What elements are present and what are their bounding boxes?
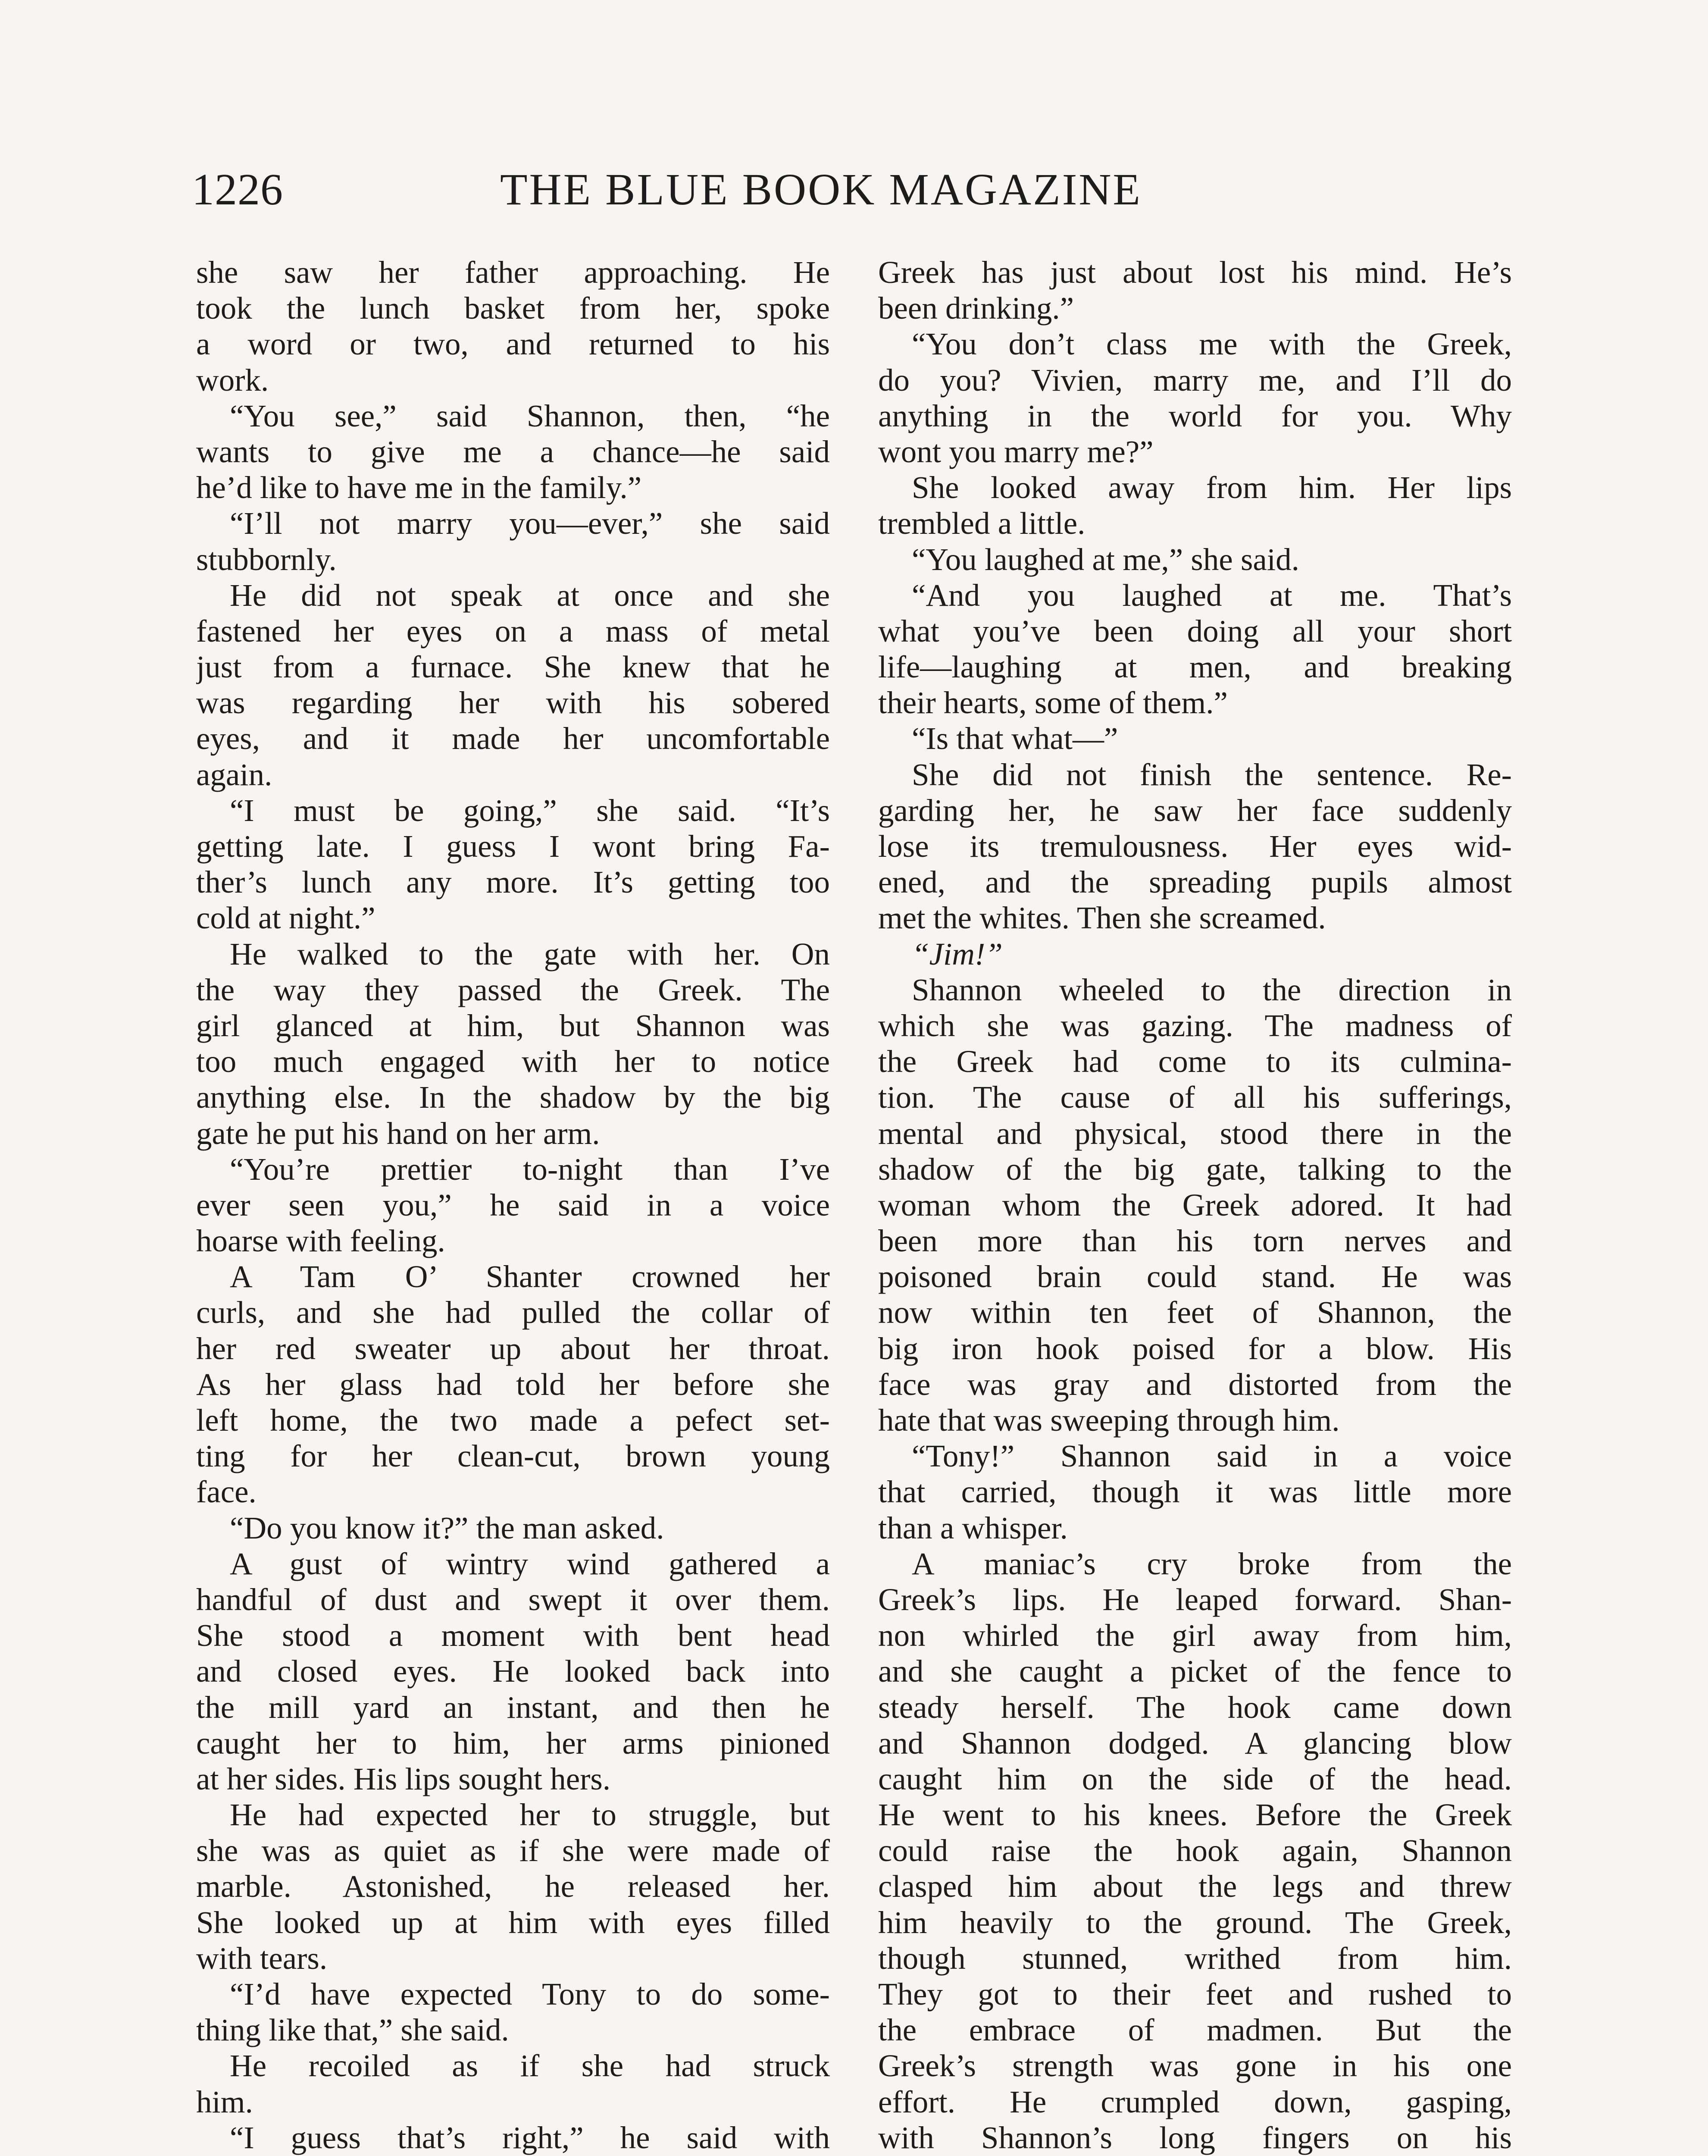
- text-line: She looked up at him with eyes filled: [196, 1905, 830, 1940]
- text-line: the Greek had come to its culmina-: [878, 1044, 1512, 1079]
- text-line: He walked to the gate with her. On: [230, 936, 830, 971]
- text-line: A maniac’s cry broke from the: [912, 1546, 1512, 1581]
- text-line: ther’s lunch any more. It’s getting too: [196, 865, 830, 900]
- text-line: “I’ll not marry you—ever,” she said: [230, 506, 830, 541]
- text-line: him.: [196, 2084, 253, 2119]
- text-line: Greek’s lips. He leaped forward. Shan-: [878, 1582, 1512, 1617]
- text-line: curls, and she had pulled the collar of: [196, 1295, 830, 1330]
- text-line: steady herself. The hook came down: [878, 1689, 1512, 1725]
- text-line: She did not finish the sentence. Re-: [912, 757, 1512, 792]
- text-line: effort. He crumpled down, gasping,: [878, 2084, 1512, 2119]
- text-line: thing like that,” she said.: [196, 2012, 509, 2048]
- text-line: wants to give me a chance—he said: [196, 434, 830, 469]
- text-line: anything else. In the shadow by the big: [196, 1080, 830, 1115]
- text-line: “And you laughed at me. That’s: [912, 577, 1512, 613]
- text-line: caught him on the side of the head.: [878, 1761, 1512, 1796]
- text-line: A gust of wintry wind gathered a: [230, 1546, 830, 1581]
- text-line: the mill yard an instant, and then he: [196, 1689, 830, 1725]
- text-line: cold at night.”: [196, 900, 375, 936]
- text-line: and closed eyes. He looked back into: [196, 1654, 830, 1689]
- text-line: He recoiled as if she had struck: [230, 2048, 830, 2084]
- text-line: “I must be going,” she said. “It’s: [230, 793, 830, 828]
- text-line: the way they passed the Greek. The: [196, 972, 830, 1007]
- text-column-right: [878, 254, 1512, 2156]
- text-line: “I guess that’s right,” he said with: [230, 2120, 830, 2155]
- text-line: They got to their feet and rushed to: [878, 1977, 1512, 2012]
- text-line: mental and physical, stood there in the: [878, 1116, 1512, 1151]
- text-line: she was as quiet as if she were made of: [196, 1833, 830, 1868]
- text-line: with tears.: [196, 1940, 328, 1976]
- text-line: clasped him about the legs and threw: [878, 1869, 1512, 1904]
- text-line: He went to his knees. Before the Greek: [878, 1797, 1512, 1833]
- text-line: marble. Astonished, he released her.: [196, 1869, 830, 1904]
- text-column-left: [196, 254, 830, 2156]
- text-line: tion. The cause of all his sufferings,: [878, 1080, 1512, 1115]
- text-line: eyes, and it made her uncomfortable: [196, 721, 830, 756]
- text-line: do you? Vivien, marry me, and I’ll do: [878, 362, 1512, 398]
- text-line: which she was gazing. The madness of: [878, 1008, 1512, 1043]
- text-line: now within ten feet of Shannon, the: [878, 1295, 1512, 1330]
- text-line: “You laughed at me,” she said.: [912, 542, 1299, 577]
- text-line: ever seen you,” he said in a voice: [196, 1187, 830, 1222]
- text-line: “You’re prettier to-night than I’ve: [230, 1151, 830, 1187]
- text-line: hoarse with feeling.: [196, 1223, 445, 1259]
- text-line: He had expected her to struggle, but: [230, 1797, 830, 1833]
- text-line: gate he put his hand on her arm.: [196, 1116, 600, 1151]
- text-line: Greek’s strength was gone in his one: [878, 2048, 1512, 2084]
- text-line: and Shannon dodged. A glancing blow: [878, 1725, 1512, 1761]
- text-line: what you’ve been doing all your short: [878, 613, 1512, 649]
- text-line: stubbornly.: [196, 542, 337, 577]
- text-line: too much engaged with her to notice: [196, 1044, 830, 1079]
- text-line: that carried, though it was little more: [878, 1474, 1512, 1510]
- text-line: was regarding her with his sobered: [196, 685, 830, 721]
- text-line: girl glanced at him, but Shannon was: [196, 1008, 830, 1043]
- text-line: face was gray and distorted from the: [878, 1366, 1512, 1402]
- text-line: “Jim!”: [912, 936, 1003, 971]
- text-line: their hearts, some of them.”: [878, 685, 1228, 721]
- text-line: again.: [196, 757, 272, 792]
- text-line: fastened her eyes on a mass of metal: [196, 613, 830, 649]
- text-line: met the whites. Then she screamed.: [878, 900, 1326, 936]
- text-line: She looked away from him. Her lips: [912, 470, 1512, 505]
- text-line: poisoned brain could stand. He was: [878, 1259, 1512, 1294]
- text-line: been drinking.”: [878, 291, 1074, 326]
- text-line: handful of dust and swept it over them.: [196, 1582, 830, 1617]
- text-line: life—laughing at men, and breaking: [878, 649, 1512, 685]
- text-line: caught her to him, her arms pinioned: [196, 1725, 830, 1761]
- magazine-title: THE BLUE BOOK MAGAZINE: [500, 165, 1142, 214]
- text-line: she saw her father approaching. He: [196, 255, 830, 290]
- text-line: with Shannon’s long fingers on his: [878, 2120, 1512, 2155]
- text-line: work.: [196, 362, 269, 398]
- text-line: ting for her clean-cut, brown young: [196, 1438, 830, 1474]
- text-line: hate that was sweeping through him.: [878, 1403, 1340, 1438]
- text-line: face.: [196, 1474, 257, 1510]
- text-line: “Tony!” Shannon said in a voice: [912, 1438, 1512, 1474]
- text-line: and she caught a picket of the fence to: [878, 1654, 1512, 1689]
- text-line: “You see,” said Shannon, then, “he: [230, 398, 830, 433]
- text-line: ened, and the spreading pupils almost: [878, 865, 1512, 900]
- text-line: He did not speak at once and she: [230, 577, 830, 613]
- text-line: non whirled the girl away from him,: [878, 1618, 1512, 1653]
- text-line: “You don’t class me with the Greek,: [912, 326, 1512, 362]
- text-line: “I’d have expected Tony to do some-: [230, 1977, 830, 2012]
- text-line: woman whom the Greek adored. It had: [878, 1187, 1512, 1222]
- text-line: left home, the two made a pefect set-: [196, 1403, 830, 1438]
- text-line: her red sweater up about her throat.: [196, 1331, 830, 1366]
- text-line: She stood a moment with bent head: [196, 1618, 830, 1653]
- page-number: 1226: [192, 165, 283, 214]
- text-line: though stunned, writhed from him.: [878, 1940, 1512, 1976]
- text-line: As her glass had told her before she: [196, 1366, 830, 1402]
- text-line: “Is that what—”: [912, 721, 1118, 756]
- text-line: anything in the world for you. Why: [878, 398, 1512, 433]
- text-line: big iron hook poised for a blow. His: [878, 1331, 1512, 1366]
- text-line: a word or two, and returned to his: [196, 326, 830, 362]
- text-line: garding her, he saw her face suddenly: [878, 793, 1512, 828]
- text-line: shadow of the big gate, talking to the: [878, 1151, 1512, 1187]
- text-line: trembled a little.: [878, 506, 1085, 541]
- text-line: lose its tremulousness. Her eyes wid-: [878, 829, 1512, 864]
- text-line: at her sides. His lips sought hers.: [196, 1761, 611, 1796]
- text-line: wont you marry me?”: [878, 434, 1154, 469]
- text-line: Greek has just about lost his mind. He’s: [878, 255, 1512, 290]
- text-line: “Do you know it?” the man asked.: [230, 1510, 664, 1545]
- text-line: he’d like to have me in the family.”: [196, 470, 642, 505]
- text-line: Shannon wheeled to the direction in: [912, 972, 1512, 1007]
- text-line: could raise the hook again, Shannon: [878, 1833, 1512, 1868]
- text-line: than a whisper.: [878, 1510, 1068, 1545]
- text-line: the embrace of madmen. But the: [878, 2012, 1512, 2048]
- text-line: getting late. I guess I wont bring Fa-: [196, 829, 830, 864]
- page-header: [192, 160, 1207, 220]
- text-line: him heavily to the ground. The Greek,: [878, 1905, 1512, 1940]
- text-line: been more than his torn nerves and: [878, 1223, 1512, 1259]
- text-line: took the lunch basket from her, spoke: [196, 291, 830, 326]
- text-line: A Tam O’ Shanter crowned her: [230, 1259, 830, 1294]
- text-line: just from a furnace. She knew that he: [196, 649, 830, 685]
